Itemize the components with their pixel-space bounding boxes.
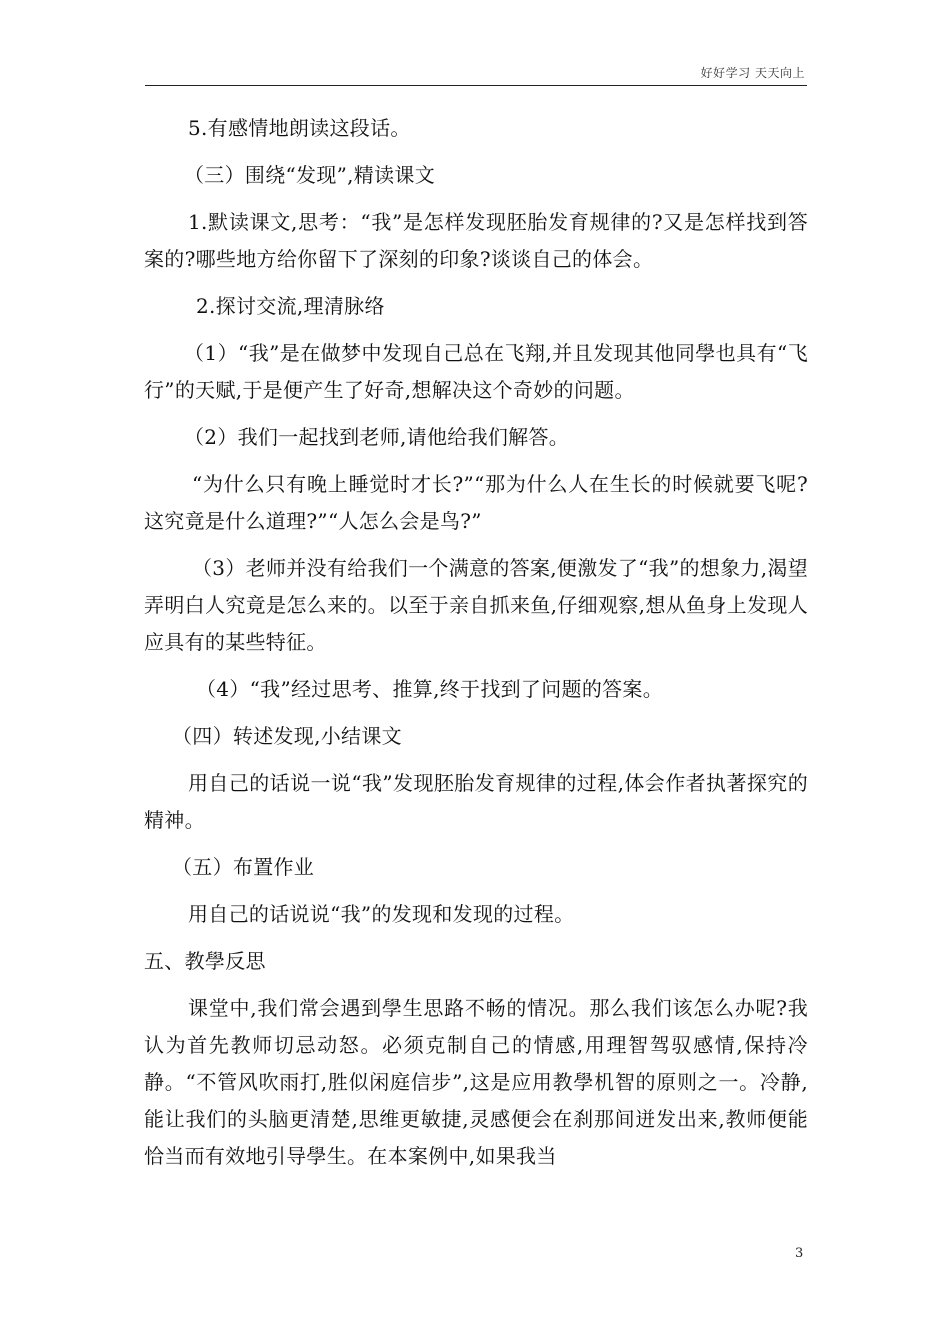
paragraph-item-4: （4）“我”经过思考、推算,终于找到了问题的答案。 xyxy=(196,677,664,701)
paragraph-homework: 用自己的话说说“我”的发现和发现的过程。 xyxy=(188,902,575,926)
document-body xyxy=(144,110,808,1185)
section-heading-intensive-reading: （三）围绕“发现”,精读课文 xyxy=(184,163,436,187)
paragraph-reflection: 课堂中,我们常会遇到學生思路不畅的情况。那么我们该怎么办呢?我认为首先教师切忌动怒。必须克制自己的情感,用理智驾驭感情,保持冷静。“不管风吹雨打,胜似闲庭信步”,这是应用教學机智的原则之一。冷静,能让我们的头脑更清楚,思维更敏捷,灵感便会在刹那间迸发出来,教师便能恰当而有效地引导學生。在本案例中,如果我当 xyxy=(144,996,808,1168)
section-heading-reflection: 五、教學反思 xyxy=(144,949,266,973)
page-number: 3 xyxy=(795,1246,804,1261)
paragraph-item-1: （1）“我”是在做梦中发现自己总在飞翔,并且发现其他同學也具有“飞行”的天赋,于是便产生了好奇,想解决这个奇妙的问题。 xyxy=(144,341,808,402)
paragraph-item-3: （3）老师并没有给我们一个满意的答案,便激发了“我”的想象力,渴望弄明白人究竟是怎么来的。以至于亲自抓来鱼,仔细观察,想从鱼身上发现人应具有的某些特征。 xyxy=(144,556,808,654)
header-slogan: 好好学习 天天向上 xyxy=(700,66,805,80)
paragraph-quotes: “为什么只有晚上睡觉时才长?”“那为什么人在生长的时候就要飞呢?这究竟是什么道理?”“人怎么会是鸟?” xyxy=(144,472,808,533)
paragraph-item-2: （2）我们一起找到老师,请他给我们解答。 xyxy=(184,425,570,449)
section-heading-summary: （四）转述发现,小结课文 xyxy=(172,724,402,748)
paragraph-read-aloud: 5.有感情地朗读这段话。 xyxy=(188,116,411,140)
paragraph-silent-reading: 1.默读课文,思考：“我”是怎样发现胚胎发育规律的?又是怎样找到答案的?哪些地方给你留下了深刻的印象?谈谈自己的体会。 xyxy=(144,210,808,271)
paragraph-discussion: 2.探讨交流,理清脉络 xyxy=(196,294,385,318)
paragraph-retell: 用自己的话说一说“我”发现胚胎发育规律的过程,体会作者执著探究的精神。 xyxy=(144,771,808,832)
section-heading-homework: （五）布置作业 xyxy=(172,855,315,879)
page-header xyxy=(145,58,807,86)
